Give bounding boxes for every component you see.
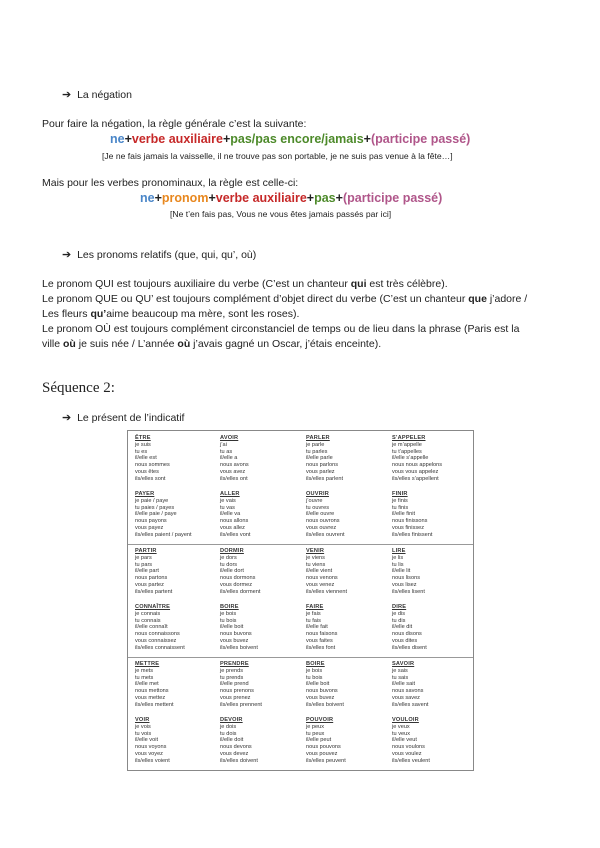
verb-form: je suis [135,441,151,448]
verb-form: il/elle parle [306,455,333,462]
verb-form: nous venons [306,575,338,582]
verb-form: je parle [306,441,325,448]
verb-form: je dois [220,723,237,730]
verb-form: nous parlons [306,462,339,469]
verb-form: il/elle doit [220,737,244,744]
verb-form: tu peux [306,730,325,737]
conjugation-cell [306,435,388,483]
verb-form: ils/elles voient [135,757,170,764]
verb-form: il/elle ouvre [306,511,335,518]
conjugation-cell [392,548,474,596]
verb-form: je paie / paye [135,497,169,504]
verb-form: ils/elles savent [392,701,429,708]
verb-form: vous avez [220,468,246,475]
conjugation-cell [135,604,217,652]
verb-form: il/elle veut [392,737,417,744]
conjugation-cell [392,435,474,483]
conjugation-cell [220,491,302,539]
verb-form: tu dois [220,730,237,737]
verb-form: il/elle a [220,455,238,462]
conjugation-cell [306,491,388,539]
verb-form: tu lis [392,561,404,568]
verb-form: ils/elles partent [135,588,173,595]
verb-form: vous êtes [135,468,159,475]
verb-form: nous partons [135,575,168,582]
verb-form: nous buvons [220,631,252,638]
verb-form: il/elle dit [392,624,413,631]
conjugation-cell [135,548,217,596]
conjugation-cell [392,661,474,709]
verb-form: il/elle dort [220,568,244,575]
conjugation-cell [220,661,302,709]
verb-form: vous payez [135,524,164,531]
conjugation-cell [220,548,302,596]
verb-title: METTRE [135,661,160,667]
verb-title: AVOIR [220,435,239,441]
verb-form: je peux [306,723,325,730]
negation-intro: Pour faire la négation, la règle générale c’est la suivante: [42,118,307,130]
conjugation-cell [392,491,474,539]
verb-form: ils/elles doivent [220,757,258,764]
arrow-right-icon: ➔ [62,89,72,101]
verb-title: ALLER [220,491,240,497]
verb-form: vous savez [392,694,420,701]
conjugation-cell [220,435,302,483]
verb-form: vous parlez [306,468,335,475]
verb-title: FAIRE [306,604,324,610]
verb-form: nous prenons [220,688,254,695]
verb-title: SAVOIR [392,661,415,667]
verb-form: je viens [306,554,325,561]
relatifs-que-2: Les fleurs qu’aime beaucoup ma mère, sont les roses). [42,308,300,320]
conjugation-cell [306,661,388,709]
verb-form: vous devez [220,750,249,757]
sequence-title: Séquence 2: [42,380,115,396]
verb-title: PARLER [306,435,330,441]
verb-form: vous voyez [135,750,163,757]
verb-form: nous disons [392,631,422,638]
verb-title: PAYER [135,491,155,497]
table-divider [128,544,473,545]
verb-form: nous faisons [306,631,338,638]
conjugation-cell [220,717,302,765]
verb-form: il/elle part [135,568,159,575]
verb-form: vous finissez [392,524,425,531]
verb-form: tu mets [135,674,154,681]
verb-form: ils/elles veulent [392,757,430,764]
verb-title: OUVRIR [306,491,329,497]
conjugation-cell [135,717,217,765]
verb-form: il/elle lit [392,568,411,575]
verb-form: il/elle vient [306,568,333,575]
verb-form: nous voyons [135,744,167,751]
verb-form: ils/elles viennent [306,588,348,595]
verb-form: ils/elles mettent [135,701,174,708]
verb-form: nous buvons [306,688,338,695]
verb-form: je mets [135,667,154,674]
verb-title: VOULOIR [392,717,419,723]
verb-form: j’ai [220,441,227,448]
verb-form: ils/elles vont [220,531,251,538]
verb-form: nous payons [135,518,167,525]
verb-form: vous pouvez [306,750,338,757]
verb-form: vous allez [220,524,245,531]
verb-form: nous pouvons [306,744,341,751]
verb-form: ils/elles boivent [306,701,344,708]
verb-form: il/elle va [220,511,241,518]
verb-form: vous lisez [392,581,417,588]
verb-form: nous dormons [220,575,256,582]
verb-form: je pars [135,554,152,561]
negation-formula2: ne+pronom+verbe auxiliaire+pas+(participe passé) [140,191,443,205]
conjugation-table [127,430,474,771]
verb-form: ils/elles ouvrent [306,531,345,538]
verb-form: tu t’appelles [392,448,422,455]
verb-form: vous vous appelez [392,468,439,475]
table-divider [128,657,473,658]
verb-form: il/elle prend [220,681,249,688]
verb-form: je bois [220,610,237,617]
verb-form: vous dormez [220,581,253,588]
conjugation-cell [220,604,302,652]
verb-form: ils/elles prennent [220,701,262,708]
verb-form: il/elle boit [220,624,244,631]
verb-form: vous dites [392,637,418,644]
arrow-right-icon: ➔ [62,412,72,424]
verb-title: VENIR [306,548,325,554]
conjugation-cell [135,661,217,709]
verb-title: VOIR [135,717,150,723]
negation-examples2: [Ne t’en fais pas, Vous ne vous êtes jamais passés par ici] [170,209,392,219]
relatifs-ou-1: Le pronom OÙ est toujours complément circonstanciel de temps ou de lieu dans la phrase (Paris est la [42,323,520,335]
verb-form: tu vas [220,504,235,511]
verb-form: je dis [392,610,406,617]
verb-form: vous venez [306,581,335,588]
verb-form: vous connaissez [135,637,177,644]
verb-form: tu sais [392,674,409,681]
verb-form: je m’appelle [392,441,422,448]
verb-form: il/elle est [135,455,157,462]
verb-form: ils/elles s’appellent [392,475,439,482]
negation-formula: ne+verbe auxiliaire+pas/pas encore/jamais+(participe passé) [110,132,471,146]
verb-form: je finis [392,497,408,504]
relatifs-ou-2: ville où je suis née / L’année où j’avais gagné un Oscar, j’étais enceinte). [42,338,382,350]
conjugation-cell [306,548,388,596]
verb-form: tu connais [135,617,161,624]
verb-form: ils/elles dorment [220,588,261,595]
conjugation-cell [306,604,388,652]
verb-form: tu as [220,448,233,455]
verb-title: BOIRE [220,604,239,610]
conjugation-cell [135,435,217,483]
conjugation-cell [392,717,474,765]
verb-form: tu fais [306,617,321,624]
verb-form: vous faites [306,637,333,644]
verb-title: S’APPELER [392,435,426,441]
verb-form: tu parles [306,448,328,455]
verb-form: ils/elles finissent [392,531,433,538]
verb-form: vous buvez [220,637,249,644]
verb-form: tu veux [392,730,411,737]
relatifs-heading: ➔ Les pronoms relatifs (que, qui, qu’, où) [62,249,257,261]
negation-heading: ➔ La négation [62,89,132,101]
verb-form: ils/elles disent [392,644,427,651]
verb-form: vous voulez [392,750,422,757]
verb-form: tu ouvres [306,504,330,511]
verb-form: je bois [306,667,323,674]
verb-title: DORMIR [220,548,244,554]
verb-form: tu dis [392,617,406,624]
verb-form: il/elle finit [392,511,416,518]
verb-form: vous ouvrez [306,524,337,531]
verb-form: ils/elles connaissent [135,644,185,651]
verb-form: nous voulons [392,744,425,751]
verb-form: je veux [392,723,410,730]
verb-form: ils/elles lisent [392,588,425,595]
verb-form: ils/elles ont [220,475,248,482]
verb-form: je fais [306,610,321,617]
verb-form: ils/elles peuvent [306,757,346,764]
verb-title: CONNAÎTRE [135,604,171,610]
verb-form: nous finissons [392,518,428,525]
verb-title: FINIR [392,491,408,497]
verb-form: vous mettez [135,694,166,701]
verb-form: vous buvez [306,694,335,701]
verb-title: ÊTRE [135,435,151,441]
verb-form: ils/elles parlent [306,475,343,482]
verb-form: nous mettons [135,688,169,695]
verb-form: tu bois [220,617,237,624]
conjugation-cell [306,717,388,765]
verb-form: tu prends [220,674,244,681]
relatifs-qui: Le pronom QUI est toujours auxiliaire du verbe (C’est un chanteur qui est très célèbre). [42,278,448,290]
verb-title: DIRE [392,604,407,610]
present-heading: ➔ Le présent de l’indicatif [62,412,185,424]
verb-title: PRENDRE [220,661,249,667]
verb-form: ils/elles sont [135,475,166,482]
verb-form: il/elle sait [392,681,416,688]
negation-intro2: Mais pour les verbes pronominaux, la règle est celle-ci: [42,177,299,189]
verb-form: je vois [135,723,151,730]
verb-form: tu viens [306,561,326,568]
verb-form: nous lisons [392,575,420,582]
verb-form: il/elle paie / paye [135,511,177,518]
verb-title: LIRE [392,548,406,554]
verb-form: nous devons [220,744,252,751]
relatifs-que-1: Le pronom QUE ou QU’ est toujours complément d’objet direct du verbe (C’est un chanteur que j’adore / [42,293,528,305]
verb-form: j’ouvre [306,497,323,504]
verb-form: il/elle met [135,681,159,688]
verb-title: DEVOIR [220,717,243,723]
verb-form: nous savons [392,688,424,695]
verb-form: nous nous appelons [392,462,443,469]
conjugation-cell [135,491,217,539]
verb-form: ils/elles boivent [220,644,258,651]
verb-form: je dors [220,554,237,561]
verb-title: POUVOIR [306,717,334,723]
verb-form: nous allons [220,518,249,525]
verb-form: je sais [392,667,408,674]
verb-form: je connais [135,610,161,617]
verb-form: il/elle s’appelle [392,455,429,462]
verb-form: tu finis [392,504,409,511]
verb-form: nous ouvrons [306,518,340,525]
conjugation-cell [392,604,474,652]
verb-form: tu pars [135,561,153,568]
verb-form: tu vois [135,730,152,737]
verb-title: PARTIR [135,548,157,554]
verb-form: nous connaissons [135,631,180,638]
arrow-right-icon: ➔ [62,249,72,261]
verb-form: vous partez [135,581,164,588]
verb-form: je prends [220,667,244,674]
verb-form: tu es [135,448,148,455]
verb-form: je lis [392,554,404,561]
verb-form: ils/elles font [306,644,336,651]
verb-form: il/elle boit [306,681,330,688]
verb-form: tu dors [220,561,238,568]
verb-form: il/elle peut [306,737,332,744]
negation-examples: [Je ne fais jamais la vaisselle, il ne trouve pas son portable, je ne suis pas venue à la fête…] [102,151,453,161]
verb-form: vous prenez [220,694,251,701]
verb-form: tu paies / payes [135,504,175,511]
verb-form: ils/elles paient / payent [135,531,192,538]
verb-form: il/elle voit [135,737,159,744]
verb-form: il/elle fait [306,624,328,631]
verb-form: nous avons [220,462,249,469]
verb-form: je vais [220,497,236,504]
verb-form: nous sommes [135,462,170,469]
verb-title: BOIRE [306,661,325,667]
verb-form: tu bois [306,674,323,681]
verb-form: il/elle connaît [135,624,168,631]
